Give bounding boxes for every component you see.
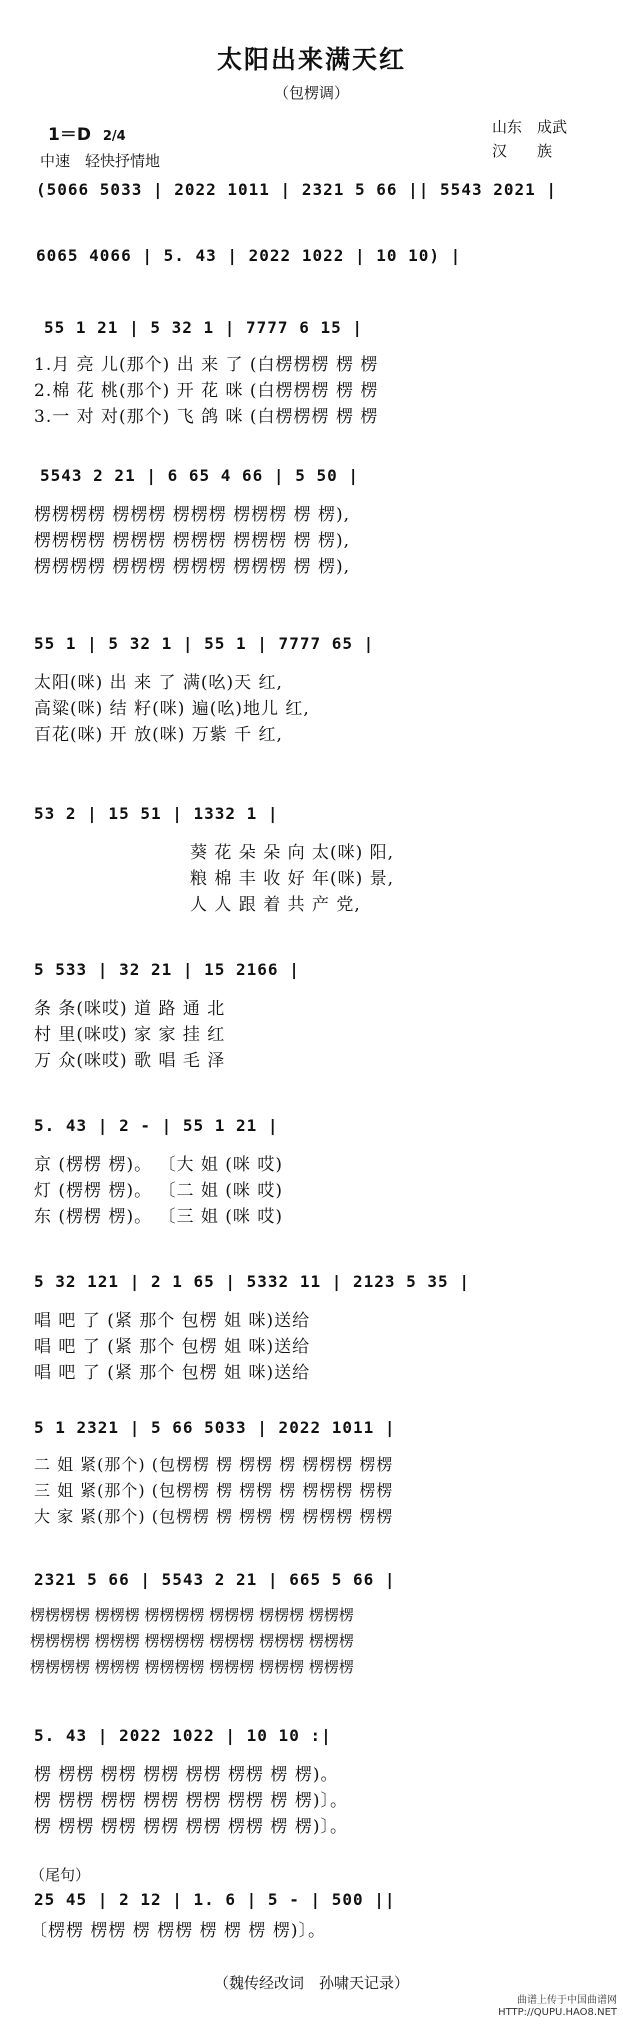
lyric-line: 楞楞楞楞 楞楞楞 楞楞楞楞 楞楞楞 楞楞楞 楞楞楞 [30,1606,354,1624]
lyric-line: 二 姐 紧(那个) (包楞楞 楞 楞楞 楞 楞楞楞 楞楞 [34,1455,394,1474]
notation-line: 5 533 | 32 21 | 15 2166 | [34,960,300,979]
lyric-line: 楞楞楞楞 楞楞楞 楞楞楞楞 楞楞楞 楞楞楞 楞楞楞 [30,1632,354,1650]
lyric-line: 〔楞楞 楞楞 楞 楞楞 楞 楞 楞 楞)〕。 [30,1921,326,1941]
lyric-line: 楞楞楞楞 楞楞楞 楞楞楞 楞楞楞 楞 楞), [34,505,351,525]
watermark-line-1: 曲谱上传于中国曲谱网 [517,1995,617,2006]
notation-line: 25 45 | 2 12 | 1. 6 | 5 - | 500 || [34,1890,396,1909]
notation-line: 55 1 | 5 32 1 | 55 1 | 7777 65 | [34,634,375,653]
notation-line: 5 1 2321 | 5 66 5033 | 2022 1011 | [34,1418,396,1437]
notation-line: 55 1 21 | 5 32 1 | 7777 6 15 | [44,318,363,337]
lyric-line: 太阳(咪) 出 来 了 满(吆)天 红, [34,673,283,693]
lyric-line: 2.棉 花 桃(那个) 开 花 咪 (白楞楞楞 楞 楞 [34,381,379,401]
credit-line: （魏传经改词 孙啸天记录） [213,1974,409,1992]
watermark-line-2: HTTP://QUPU.HAO8.NET [498,2007,617,2018]
intro-line-1: (5066 5033 | 2022 1011 | 2321 5 66 || 5543 2021 | [36,180,558,199]
lyric-line: 灯 (楞楞 楞)。 〔二 姐 (咪 哎) [34,1181,283,1201]
lyric-line: 大 家 紧(那个) (包楞楞 楞 楞楞 楞 楞楞楞 楞楞 [34,1507,394,1526]
key-signature: 1＝D 2/4 [48,125,126,145]
lyric-line: 高粱(咪) 结 籽(咪) 遍(吆)地儿 红, [34,699,310,719]
lyric-line: 三 姐 紧(那个) (包楞楞 楞 楞楞 楞 楞楞楞 楞楞 [34,1481,394,1500]
song-subtitle: （包楞调） [273,84,349,102]
lyric-line: 唱 吧 了 (紧 那个 包楞 姐 咪)送给 [34,1337,311,1357]
lyric-line: 楞 楞楞 楞楞 楞楞 楞楞 楞楞 楞 楞)。 [34,1765,339,1785]
lyric-line: 万 众(咪哎) 歌 唱 毛 泽 [34,1051,226,1071]
lyric-line: 1.月 亮 儿(那个) 出 来 了 (白楞楞楞 楞 楞 [34,355,379,375]
lyric-line: 葵 花 朵 朵 向 太(咪) 阳, [190,843,395,863]
notation-line: 53 2 | 15 51 | 1332 1 | [34,804,279,823]
time-signature: 2/4 [102,129,126,144]
lyric-line: 粮 棉 丰 收 好 年(咪) 景, [190,869,395,889]
lyric-line: 楞楞楞楞 楞楞楞 楞楞楞楞 楞楞楞 楞楞楞 楞楞楞 [30,1658,354,1676]
site-watermark [498,1995,617,2019]
notation-line: 5 32 121 | 2 1 65 | 5332 11 | 2123 5 35 | [34,1272,470,1291]
lyric-line: 东 (楞楞 楞)。 〔三 姐 (咪 哎) [34,1207,283,1227]
song-title: 太阳出来满天红 [216,45,406,74]
lyric-line: 京 (楞楞 楞)。 〔大 姐 (咪 哎) [34,1155,283,1175]
lyric-line: 楞 楞楞 楞楞 楞楞 楞楞 楞楞 楞 楞)〕。 [34,1817,348,1837]
lyric-line: 楞楞楞楞 楞楞楞 楞楞楞 楞楞楞 楞 楞), [34,557,351,577]
lyric-line: 人 人 跟 着 共 产 党, [190,895,361,915]
tempo-marking: 中速 轻快抒情地 [40,152,161,170]
lyric-line: 条 条(咪哎) 道 路 通 北 [34,999,226,1019]
origin-region: 山东 成武 [492,118,568,136]
notation-line: 5543 2 21 | 6 65 4 66 | 5 50 | [40,466,359,485]
notation-line: 5. 43 | 2022 1022 | 10 10 :| [34,1726,332,1745]
lyric-line: 百花(咪) 开 放(咪) 万紫 千 红, [34,725,283,745]
coda-label: （尾句） [30,1866,91,1884]
notation-line: 2321 5 66 | 5543 2 21 | 665 5 66 | [34,1570,396,1589]
lyric-line: 村 里(咪哎) 家 家 挂 红 [34,1025,226,1045]
lyric-line: 唱 吧 了 (紧 那个 包楞 姐 咪)送给 [34,1311,311,1331]
origin-ethnicity: 汉 族 [492,142,553,160]
lyric-line: 楞 楞楞 楞楞 楞楞 楞楞 楞楞 楞 楞)〕。 [34,1791,348,1811]
lyric-line: 唱 吧 了 (紧 那个 包楞 姐 咪)送给 [34,1363,311,1383]
intro-line-2: 6065 4066 | 5. 43 | 2022 1022 | 10 10) | [36,246,462,265]
notation-line: 5. 43 | 2 - | 55 1 21 | [34,1116,279,1135]
lyric-line: 3.一 对 对(那个) 飞 鸽 咪 (白楞楞楞 楞 楞 [34,407,379,427]
lyric-line: 楞楞楞楞 楞楞楞 楞楞楞 楞楞楞 楞 楞), [34,531,351,551]
